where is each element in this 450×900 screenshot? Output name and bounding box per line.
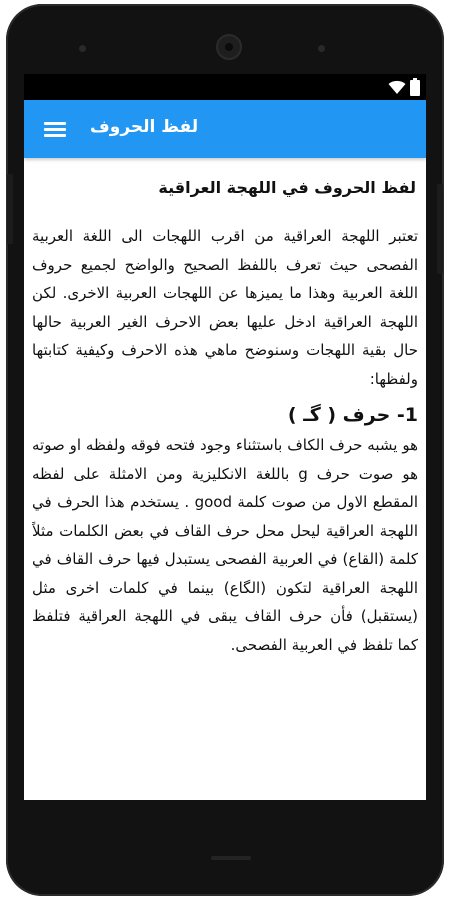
wifi-icon [388, 79, 406, 95]
front-camera [216, 34, 242, 60]
section-heading: 1- حرف ( گـ ) [287, 404, 418, 426]
article-title: لفظ الحروف في اللهجة العراقية [158, 178, 416, 197]
power-button [437, 184, 443, 274]
app-bar [24, 100, 426, 158]
bottom-speaker [211, 856, 251, 860]
navigation-bar [24, 748, 426, 802]
phone-screen [24, 74, 426, 800]
home-button[interactable] [203, 760, 247, 790]
light-sensor [318, 45, 325, 52]
recent-apps-icon [301, 765, 337, 785]
app-title: لفظ الحروف [90, 117, 199, 137]
article-intro: تعتبر اللهجة العراقية من اقرب اللهجات الى اللغة العربية الفصحى حيث تعرف باللفظ الصحيح والواضح لجميع حروف اللغة العربية وهذا ما يميزها عن اللهجات العربية الاخرى. لكن اللهجة العراقية ادخل عليها بعض الاحرف الغير العربية حالها حال بقية اللهجات وسنوضح ماهي هذه الاحرف وكيفية كتابتها ولفظها: [32, 227, 418, 388]
proximity-sensor [79, 45, 86, 52]
hamburger-menu-icon[interactable] [44, 122, 66, 138]
back-arrow-icon [112, 764, 150, 786]
volume-button [7, 174, 13, 244]
battery-icon [410, 78, 420, 96]
status-icons [388, 78, 420, 96]
recent-apps-button[interactable] [297, 760, 341, 790]
article-content[interactable] [32, 158, 418, 800]
home-icon [204, 765, 246, 785]
section-body: هو يشبه حرف الكاف باستثناء وجود فتحه فوقه ولفظه او صوته هو صوت حرف g باللغة الانكليزية ومن الامثلة على لفظه المقطع الاول من صوت كلمة good . يستخدم هذا الحرف في اللهجة العراقية ليحل محل حرف القاف في بعض الكلمات مثلاً كلمة (القاع) في العربية الفصحى يستبدل فيها حرف القاف في اللهجة العراقية لتكون (الگاع) بينما في كلمات اخرى مثل (يستقبل) فأن حرف القاف يبقى في اللهجة العراقية فتلفظ كما تلفظ في العربية الفصحى. [32, 436, 418, 654]
status-bar [24, 74, 426, 100]
back-button[interactable] [109, 760, 153, 790]
